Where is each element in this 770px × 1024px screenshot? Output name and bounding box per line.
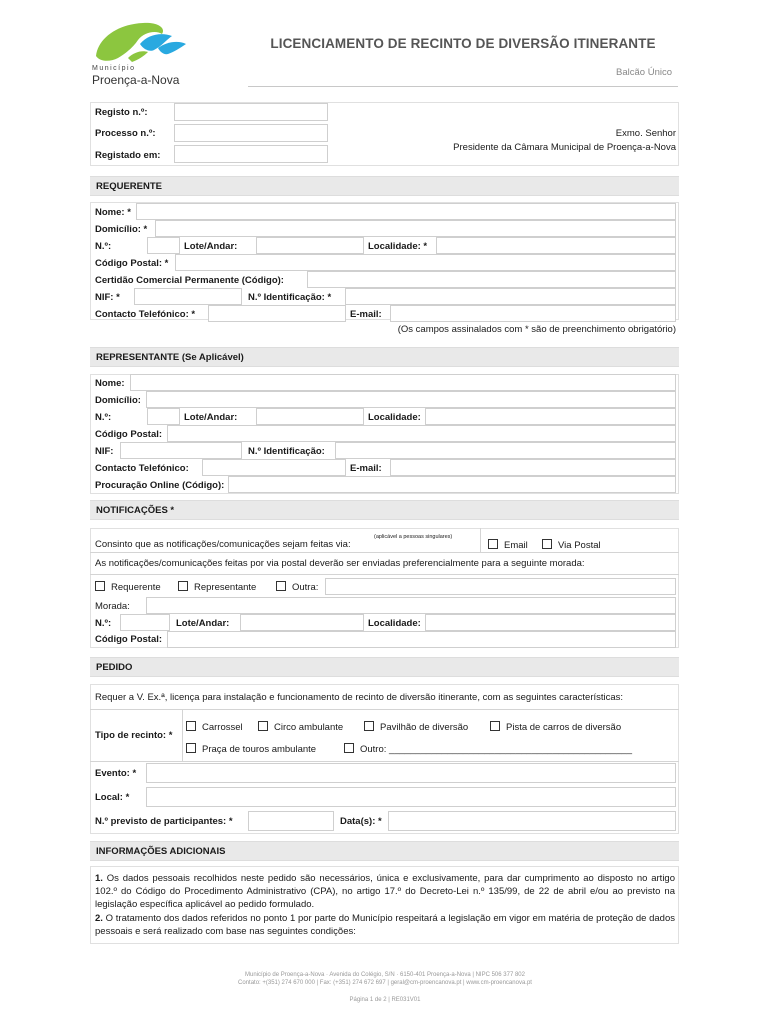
notif-cp-input[interactable]: [167, 631, 676, 648]
request-text: Requer a V. Ex.ª, licença para instalação e funcionamento de recinto de diversão itinerante, com as seguintes características:: [95, 692, 624, 703]
rep-procuracao-label: Procuração Online (Código):: [95, 480, 225, 491]
req-domicilio-input[interactable]: [155, 220, 676, 237]
req-contacto-input[interactable]: [208, 305, 346, 322]
section-informacoes-title: INFORMAÇÕES ADICIONAIS: [96, 846, 226, 857]
rep-localidade-label: Localidade:: [368, 412, 421, 423]
logo-text-municipio: Município: [92, 65, 136, 72]
opt-carrossel-label: Carrossel: [202, 722, 243, 733]
section-pedido: [90, 657, 679, 677]
processo-input[interactable]: [174, 124, 328, 142]
req-nome-label: Nome: *: [95, 207, 131, 218]
morada-input[interactable]: [146, 597, 676, 614]
section-representante: [90, 347, 679, 367]
rep-procuracao-input[interactable]: [228, 476, 676, 493]
rep-cp-label: Código Postal:: [95, 429, 163, 440]
registo-label: Registo n.º:: [95, 107, 148, 118]
rep-cp-input[interactable]: [167, 425, 676, 442]
rep-localidade-input[interactable]: [425, 408, 676, 425]
opt-outro-label: Outro: ______________________________________________: [360, 744, 633, 755]
info-p2-text: O tratamento dos dados referidos no ponto 1 por parte do Município respeitará a legislação em vigor em matéria de proteção de dados pessoais e será realizado com base nas seguintes condições:: [95, 913, 675, 937]
pedido-divider: [90, 709, 679, 710]
opt-circo-label: Circo ambulante: [274, 722, 344, 733]
checkbox-icon[interactable]: [490, 721, 500, 731]
rep-numero-label: N.º:: [95, 412, 112, 423]
processo-label: Processo n.º:: [95, 128, 156, 139]
consent-text: Consinto que as notificações/comunicações sejam feitas via:: [95, 539, 351, 550]
rep-nome-input[interactable]: [130, 374, 676, 391]
morada-label: Morada:: [95, 601, 130, 612]
notif-cp-label: Código Postal:: [95, 634, 163, 645]
checkbox-icon[interactable]: [95, 581, 105, 591]
municipality-logo: [88, 18, 198, 90]
addressee-line2: Presidente da Câmara Municipal de Proença-a-Nova: [453, 142, 676, 153]
opt-email[interactable]: [488, 539, 528, 551]
req-lote-label: Lote/Andar:: [184, 241, 238, 252]
opt-carrossel[interactable]: [186, 721, 243, 733]
rep-domicilio-label: Domicílio:: [95, 395, 141, 406]
checkbox-icon[interactable]: [344, 743, 354, 753]
section-requerente: [90, 176, 679, 196]
opt-outra-label: Outra:: [292, 582, 319, 593]
rep-email-input[interactable]: [390, 459, 676, 476]
req-lote-input[interactable]: [256, 237, 364, 254]
notif-localidade-label: Localidade:: [368, 618, 421, 629]
evento-input[interactable]: [146, 763, 676, 783]
req-numero-input[interactable]: [147, 237, 180, 254]
info-paragraph-1: [95, 872, 675, 911]
opt-requerente-label: Requerente: [111, 582, 161, 593]
checkbox-icon[interactable]: [364, 721, 374, 731]
info-p1-number: 1.: [95, 873, 103, 884]
opt-praca-label: Praça de touros ambulante: [202, 744, 317, 755]
rep-domicilio-input[interactable]: [146, 391, 676, 408]
checkbox-icon[interactable]: [542, 539, 552, 549]
rep-nome-label: Nome:: [95, 378, 125, 389]
tipo-recinto-label: Tipo de recinto: *: [95, 730, 173, 741]
opt-outra[interactable]: [276, 581, 318, 593]
notif-numero-input[interactable]: [120, 614, 170, 631]
notif-divider-2: [90, 574, 679, 575]
opt-pavilhao[interactable]: [364, 721, 468, 733]
participantes-label: N.º previsto de participantes: *: [95, 816, 233, 827]
checkbox-icon[interactable]: [258, 721, 268, 731]
opt-via-postal-label: Via Postal: [558, 540, 601, 551]
checkbox-icon[interactable]: [178, 581, 188, 591]
opt-circo[interactable]: [258, 721, 343, 733]
rep-email-label: E-mail:: [350, 463, 382, 474]
req-email-input[interactable]: [390, 305, 676, 322]
consent-superscript: (aplicável a pessoas singulares): [374, 534, 453, 540]
req-nif-label: NIF: *: [95, 292, 120, 303]
rep-contacto-label: Contacto Telefónico:: [95, 463, 189, 474]
footer-address: Município de Proença-a-Nova · Avenida do Colégio, S/N · 6150-401 Proença-a-Nova | NIPC 506 377 802: [245, 972, 525, 978]
notif-localidade-input[interactable]: [425, 614, 676, 631]
local-label: Local: *: [95, 792, 130, 803]
req-certidao-input[interactable]: [307, 271, 676, 288]
title-divider: [248, 86, 678, 87]
pedido-divider-2: [90, 761, 679, 762]
opt-praca[interactable]: [186, 743, 316, 755]
rep-nif-input[interactable]: [120, 442, 242, 459]
notif-numero-label: N.º:: [95, 618, 112, 629]
notif-lote-label: Lote/Andar:: [176, 618, 230, 629]
page-subtitle: Balcão Único: [616, 67, 672, 78]
opt-requerente[interactable]: [95, 581, 161, 593]
rep-lote-input[interactable]: [256, 408, 364, 425]
tipo-divider: [182, 709, 183, 761]
logo-text-proenca: Proença-a-Nova: [92, 73, 180, 87]
opt-email-label: Email: [504, 540, 528, 551]
rep-identificacao-label: N.º Identificação:: [248, 446, 325, 457]
info-p2-number: 2.: [95, 913, 103, 924]
registado-label: Registado em:: [95, 150, 161, 161]
section-notificacoes-title: NOTIFICAÇÕES *: [96, 505, 175, 516]
opt-pavilhao-label: Pavilhão de diversão: [380, 722, 469, 733]
section-notificacoes: [90, 500, 679, 520]
req-nome-input[interactable]: [136, 203, 676, 220]
req-cp-label: Código Postal: *: [95, 258, 169, 269]
footer-contacts: Contato: +(351) 274 670 000 | Fax: (+351) 274 672 697 | geral@cm-proencanova.pt | www.cm-proencanova.pt: [238, 980, 532, 986]
rep-nif-label: NIF:: [95, 446, 114, 457]
postal-text: As notificações/comunicações feitas por via postal deverão ser enviadas preferencialmente para a seguinte morada:: [95, 558, 585, 569]
req-domicilio-label: Domicílio: *: [95, 224, 148, 235]
opt-pista-label: Pista de carros de diversão: [506, 722, 622, 733]
req-identificacao-label: N.º Identificação: *: [248, 292, 332, 303]
req-numero-label: N.º:: [95, 241, 112, 252]
req-email-label: E-mail:: [350, 309, 382, 320]
checkbox-icon[interactable]: [186, 743, 196, 753]
opt-pista[interactable]: [490, 721, 621, 733]
addressee-line1: Exmo. Senhor: [615, 128, 676, 139]
req-certidao-label: Certidão Comercial Permanente (Código):: [95, 275, 284, 286]
rep-identificacao-input[interactable]: [335, 442, 676, 459]
checkbox-icon[interactable]: [276, 581, 286, 591]
section-pedido-title: PEDIDO: [96, 662, 133, 673]
section-requerente-title: REQUERENTE: [96, 181, 162, 192]
registo-input[interactable]: [174, 103, 328, 121]
required-fields-note: (Os campos assinalados com * são de preenchimento obrigatório): [397, 324, 676, 335]
checkbox-icon[interactable]: [488, 539, 498, 549]
checkbox-icon[interactable]: [186, 721, 196, 731]
datas-input[interactable]: [388, 811, 676, 831]
notif-lote-input[interactable]: [240, 614, 364, 631]
info-paragraph-2: [95, 912, 675, 938]
rep-contacto-input[interactable]: [202, 459, 346, 476]
participantes-input[interactable]: [248, 811, 334, 831]
req-nif-input[interactable]: [134, 288, 242, 305]
req-localidade-label: Localidade: *: [368, 241, 428, 252]
req-localidade-input[interactable]: [436, 237, 676, 254]
opt-representante-label: Representante: [194, 582, 257, 593]
page-title: LICENCIAMENTO DE RECINTO DE DIVERSÃO ITINERANTE: [270, 36, 656, 51]
req-contacto-label: Contacto Telefónico: *: [95, 309, 196, 320]
section-informacoes: [90, 841, 679, 861]
datas-label: Data(s): *: [340, 816, 382, 827]
local-input[interactable]: [146, 787, 676, 807]
registado-input[interactable]: [174, 145, 328, 163]
consent-divider: [480, 528, 481, 552]
notif-divider: [90, 552, 679, 553]
rep-numero-input[interactable]: [147, 408, 180, 425]
req-cp-input[interactable]: [175, 254, 676, 271]
section-representante-title: REPRESENTANTE (Se Aplicável): [96, 352, 244, 363]
opt-via-postal[interactable]: [542, 539, 601, 551]
footer-page-number: Página 1 de 2 | RE031V01: [349, 997, 421, 1003]
opt-representante[interactable]: [178, 581, 256, 593]
info-p1-text: Os dados pessoais recolhidos neste pedido são necessários, única e exclusivamente, para dar cumprimento ao disposto no artigo 102.º do Código do Procedimento Administrativo (CPA), no artigo 17.º do Decreto-Lei n.º 135/99, de 22 de abril e/ou ao previsto na legislação específica aplicável ao pedido formulado.: [95, 873, 675, 910]
rep-lote-label: Lote/Andar:: [184, 412, 238, 423]
opt-outro[interactable]: [344, 743, 632, 755]
outra-input[interactable]: [325, 578, 676, 595]
req-identificacao-input[interactable]: [345, 288, 676, 305]
evento-label: Evento: *: [95, 768, 137, 779]
